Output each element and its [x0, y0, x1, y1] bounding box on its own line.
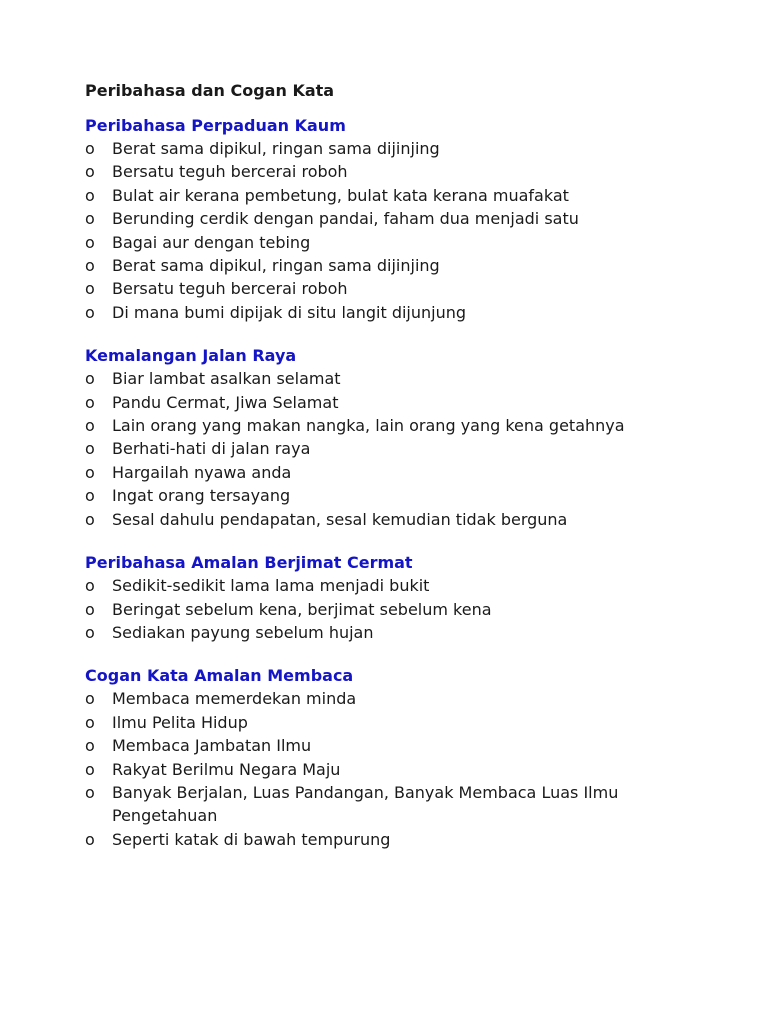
bullet-circle-icon: o — [85, 302, 95, 322]
list-item-text: Lain orang yang makan nangka, lain orang yang kena getahnya — [112, 416, 625, 436]
list-item-text: Di mana bumi dipijak di situ langit dijunjung — [112, 302, 467, 322]
bullet-circle-icon: o — [85, 712, 95, 732]
bullet-circle-icon: o — [85, 689, 95, 709]
list-item-text: Beringat sebelum kena, berjimat sebelum kena — [112, 599, 492, 619]
bullet-circle-icon: o — [85, 736, 95, 756]
list-item — [85, 414, 725, 437]
list-item-text: Berat sama dipikul, ringan sama dijinjing — [112, 139, 440, 158]
list-item — [85, 367, 725, 390]
bullet-circle-icon: o — [85, 486, 95, 506]
list-item — [85, 301, 725, 324]
list-item — [85, 231, 725, 254]
list-item-text: Biar lambat asalkan selamat — [112, 369, 341, 389]
list-item-text: Rakyat Berilmu Negara Maju — [112, 759, 341, 779]
bullet-circle-icon: o — [85, 509, 95, 529]
list-item-text: Ilmu Pelita Hidup — [112, 712, 248, 732]
bullet-circle-icon: o — [85, 392, 95, 412]
list-item-text: Bersatu teguh bercerai roboh — [112, 162, 348, 182]
bullet-circle-icon: o — [85, 439, 95, 459]
list-item-text: Bulat air kerana pembetung, bulat kata kerana muafakat — [112, 185, 569, 205]
list-item-text: Berhati-hati di jalan raya — [112, 439, 311, 459]
list-item — [85, 508, 725, 531]
list-item-text: Hargailah nyawa anda — [112, 462, 292, 482]
section-1 — [85, 114, 725, 324]
list-item — [85, 621, 725, 644]
list-item-text: Sedikit-sedikit lama lama menjadi bukit — [112, 576, 430, 596]
list-item — [85, 687, 725, 710]
sections-container — [85, 114, 725, 851]
bullet-circle-icon: o — [85, 622, 95, 642]
section-4 — [85, 664, 725, 851]
list-item-text: Berunding cerdik dengan pandai, faham dua menjadi satu — [112, 209, 579, 229]
bullet-circle-icon: o — [85, 759, 95, 779]
bullet-circle-icon: o — [85, 279, 95, 299]
section-heading: Peribahasa Amalan Berjimat Cermat — [85, 553, 413, 573]
bullet-list — [85, 137, 725, 324]
bullet-circle-icon: o — [85, 185, 95, 205]
bullet-circle-icon: o — [85, 462, 95, 482]
bullet-circle-icon: o — [85, 139, 95, 158]
list-item-text: Banyak Berjalan, Luas Pandangan, Banyak Membaca Luas Ilmu Pengetahuan — [112, 782, 619, 826]
section-heading: Peribahasa Perpaduan Kaum — [85, 116, 346, 135]
list-item — [85, 574, 725, 597]
list-item-text: Ingat orang tersayang — [112, 486, 291, 506]
list-item — [85, 758, 725, 781]
bullet-circle-icon: o — [85, 162, 95, 182]
document-title: Peribahasa dan Cogan Kata — [85, 81, 335, 100]
section-heading: Kemalangan Jalan Raya — [85, 346, 297, 366]
list-item-text: Berat sama dipikul, ringan sama dijinjing — [112, 256, 440, 276]
list-item — [85, 598, 725, 621]
bullet-list — [85, 687, 725, 851]
list-item-text: Membaca memerdekan minda — [112, 689, 357, 709]
list-item — [85, 137, 725, 160]
list-item — [85, 461, 725, 484]
list-item — [85, 781, 725, 828]
list-item-text: Sesal dahulu pendapatan, sesal kemudian tidak berguna — [112, 509, 568, 529]
list-item-text: Sediakan payung sebelum hujan — [112, 622, 374, 642]
section-3 — [85, 551, 725, 644]
list-item-text: Pandu Cermat, Jiwa Selamat — [112, 392, 339, 412]
bullet-circle-icon: o — [85, 232, 95, 252]
bullet-circle-icon: o — [85, 416, 95, 436]
list-item-text: Bersatu teguh bercerai roboh — [112, 279, 348, 299]
list-item — [85, 828, 725, 851]
bullet-circle-icon: o — [85, 369, 95, 389]
bullet-circle-icon: o — [85, 256, 95, 276]
list-item — [85, 437, 725, 460]
list-item-text: Membaca Jambatan Ilmu — [112, 736, 312, 756]
bullet-list — [85, 574, 725, 644]
list-item — [85, 160, 725, 183]
bullet-circle-icon: o — [85, 829, 95, 849]
list-item — [85, 277, 725, 300]
document-page — [85, 80, 725, 871]
section-2 — [85, 344, 725, 531]
section-heading: Cogan Kata Amalan Membaca — [85, 666, 354, 686]
list-item — [85, 711, 725, 734]
list-item — [85, 184, 725, 207]
bullet-circle-icon: o — [85, 576, 95, 596]
bullet-list — [85, 367, 725, 531]
list-item — [85, 484, 725, 507]
list-item — [85, 734, 725, 757]
list-item-text: Seperti katak di bawah tempurung — [112, 829, 391, 849]
list-item — [85, 254, 725, 277]
bullet-circle-icon: o — [85, 782, 95, 802]
list-item — [85, 391, 725, 414]
bullet-circle-icon: o — [85, 209, 95, 229]
list-item-text: Bagai aur dengan tebing — [112, 232, 311, 252]
bullet-circle-icon: o — [85, 599, 95, 619]
list-item — [85, 207, 725, 230]
